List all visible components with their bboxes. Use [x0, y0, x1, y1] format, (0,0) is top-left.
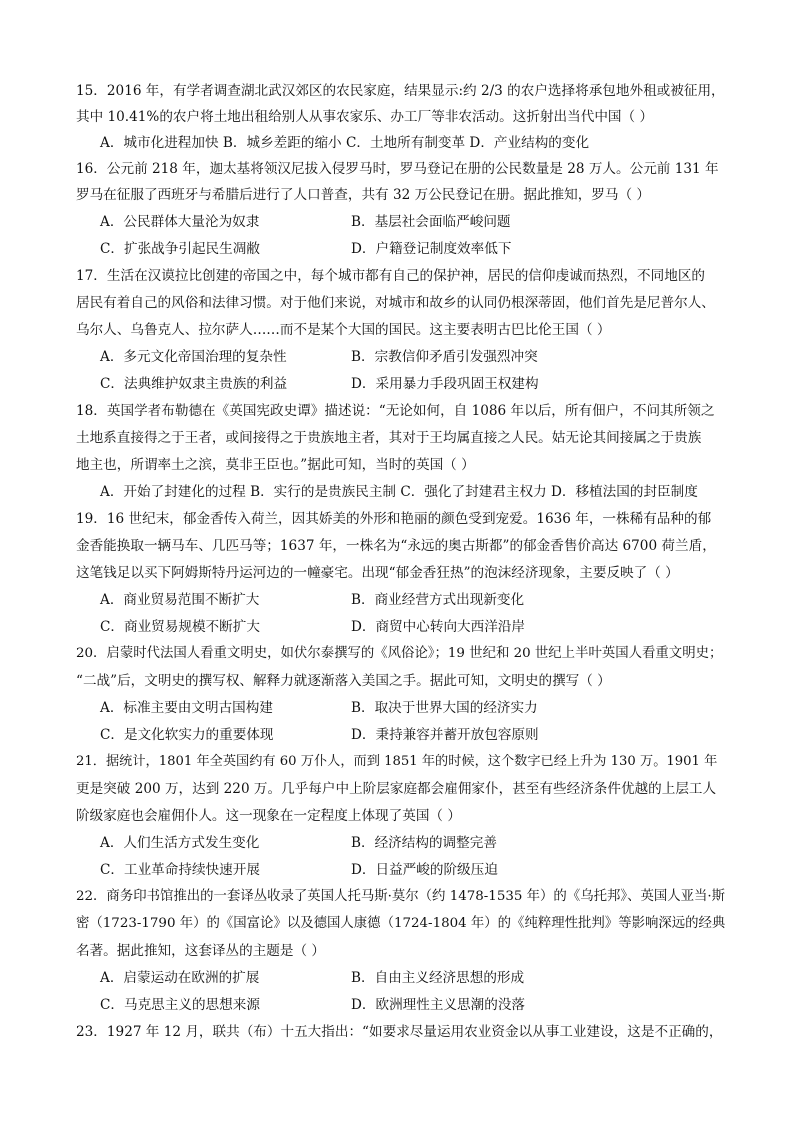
- q18-line-1: 18．英国学者布勒德在《英国宪政史谭》描述说：“无论如何，自 1086 年以后，所有佃户，不问其所领之: [76, 403, 715, 419]
- q22-option-c: C．马克思主义的思想来源: [100, 997, 260, 1013]
- q19-option-a: A．商业贸易范围不断扩大: [100, 592, 260, 608]
- q20-line-1: 20．启蒙时代法国人看重文明史，如伏尔泰撰写的《风俗论》；19 世纪和 20 世纪上半叶英国人看重文明史；: [76, 646, 723, 661]
- q22-line-2: 密（1723-1790 年）的《国富论》以及德国人康德（1724-1804 年）的《纯粹理性批判》等影响深远的经典: [76, 916, 726, 931]
- q21-line-1: 21．据统计，1801 年全英国约有 60 万仆人，而到 1851 年的时候，这个数字已经上升为 130 万。1901 年: [76, 754, 718, 769]
- q20-option-d: D．秉持兼容并蓄开放包容原则: [351, 727, 539, 743]
- q15-options: A．城市化进程加快 B．城乡差距的缩小 C．土地所有制变革 D．产业结构的变化: [100, 135, 590, 151]
- q17-line-1: 17．生活在汉谟拉比创建的帝国之中，每个城市都有自己的保护神，居民的信仰虔诚而热烈，不同地区的: [76, 268, 706, 284]
- q21-option-c: C．工业革命持续快速开展: [100, 862, 260, 878]
- q20-option-c: C．是文化软实力的重要体现: [100, 727, 274, 743]
- q20-line-2: “二战”后，文明史的撰写权、解释力就逐渐落入美国之手。据此可知，文明史的撰写（ ）: [76, 673, 611, 689]
- q19-option-b: B．商业经营方式出现新变化: [351, 592, 525, 608]
- q19-line-3: 这笔钱足以买下阿姆斯特丹运河边的一幢豪宅。出现“郁金香狂热”的泡沫经济现象，主要反映了（ ）: [76, 565, 679, 581]
- q19-option-d: D．商贸中心转向大西洋沿岸: [351, 619, 526, 635]
- q21-line-3: 阶级家庭也会雇佣仆人。这一现象在一定程度上体现了英国（ ）: [76, 808, 461, 824]
- q23-line-1: 23．1927 年 12 月，联共（布）十五大指出：“如要求尽量运用农业资金以从事工业建设，这是不正确的，: [76, 1024, 723, 1040]
- q16-line-2: 罗马在征服了西班牙与希腊后进行了人口普查，共有 32 万公民登记在册。据此推知，罗马（ ）: [76, 187, 651, 203]
- q18-line-2: 土地系直接得之于王者，或间接得之于贵族地主者，其对于王均属直接之人民。姑无论其间接属之于贵族: [76, 430, 702, 446]
- q17-line-3: 乌尔人、乌鲁克人、拉尔萨人……而不是某个大国的国民。这主要表明古巴比伦王国（ ）: [76, 322, 611, 338]
- q21-option-a: A．人们生活方式发生变化: [100, 835, 260, 851]
- q22-line-1: 22．商务印书馆推出的一套译丛收录了英国人托马斯·莫尔（约 1478-1535 年）的《乌托邦》、英国人亚当·斯: [76, 889, 726, 904]
- q17-line-2: 居民有着自己的风俗和法律习惯。对于他们来说，对城市和故乡的认同仍根深蒂固，他们首先是尼普尔人、: [76, 295, 715, 311]
- q16-line-1: 16．公元前 218 年，迦太基将领汉尼拔入侵罗马时，罗马登记在册的公民数量是 28 万人。公元前 131 年: [76, 161, 719, 177]
- q16-option-c: C．扩张战争引起民生凋敝: [100, 241, 260, 257]
- q17-option-c: C．法典维护奴隶主贵族的利益: [100, 376, 288, 392]
- q19-line-1: 19．16 世纪末，郁金香传入荷兰，因其娇美的外形和艳丽的颜色受到宠爱。1636 年，一株稀有品种的郁: [76, 511, 712, 527]
- q20-option-a: A．标准主要由文明古国构建: [100, 700, 273, 716]
- q16-option-b: B．基层社会面临严峻问题: [351, 214, 511, 230]
- q19-line-2: 金香能换取一辆马车、几匹马等；1637 年，一株名为“永远的奥古斯都”的郁金香售价高达 6700 荷兰盾，: [76, 538, 716, 554]
- q17-option-a: A．多元文化帝国治理的复杂性: [100, 349, 287, 365]
- q17-option-d: D．采用暴力手段巩固王权建构: [351, 376, 539, 392]
- q15-line-2: 其中 10.41%的农户将土地出租给别人从事农家乐、办工厂等非农活动。这折射出当代中国（ ）: [76, 109, 654, 125]
- q22-option-b: B．自由主义经济思想的形成: [351, 970, 525, 986]
- q18-options: A．开始了封建化的过程 B．实行的是贵族民主制 C．强化了封建君主权力 D．移植法国的封臣制度: [100, 484, 698, 500]
- q21-option-d: D．日益严峻的阶级压迫: [351, 862, 498, 878]
- q18-line-3: 地主也，所谓率土之滨，莫非王臣也。”据此可知，当时的英国（ ）: [76, 457, 475, 473]
- q16-option-a: A．公民群体大量沦为奴隶: [100, 214, 260, 230]
- q21-option-b: B．经济结构的调整完善: [351, 835, 497, 851]
- q16-option-d: D．户籍登记制度效率低下: [351, 241, 512, 257]
- q22-option-a: A．启蒙运动在欧洲的扩展: [100, 970, 260, 986]
- q19-option-c: C．商业贸易规模不断扩大: [100, 619, 260, 635]
- q15-line-1: 15．2016 年，有学者调查湖北武汉郊区的农民家庭，结果显示:约 2/3 的农户选择将承包地外租或被征用，: [76, 83, 725, 99]
- q22-line-3: 名著。据此推知，这套译丛的主题是（ ）: [76, 943, 326, 959]
- q20-option-b: B．取决于世界大国的经济实力: [351, 700, 538, 716]
- q21-line-2: 更是突破 200 万，达到 220 万。几乎每户中上阶层家庭都会雇佣家仆，甚至有些经济条件优越的上层工人: [76, 781, 717, 797]
- q22-option-d: D．欧洲理性主义思潮的没落: [351, 997, 526, 1013]
- q17-option-b: B．宗教信仰矛盾引发强烈冲突: [351, 349, 538, 365]
